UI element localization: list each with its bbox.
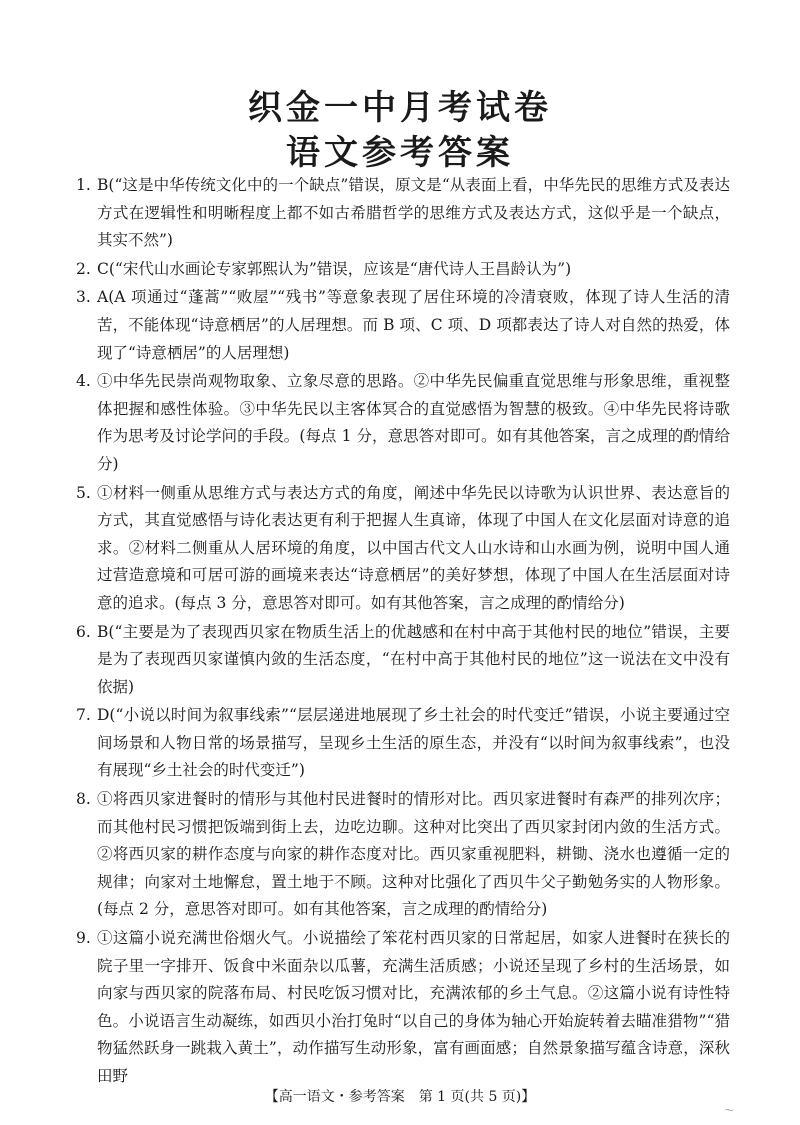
- answer-item-7: [76, 702, 730, 785]
- answer-number: 8.: [76, 790, 91, 809]
- answer-item-8: [76, 786, 730, 924]
- answer-text: D(“小说以时间为叙事线索”“层层递进地展现了乡土社会的时代变迁”错误，小说主要通过空间场景和人物日常的场景描写，呈现乡土生活的原生态，并没有“以时间为叙事线索”，也没有展现“乡土社会的时代变迁”): [97, 706, 730, 780]
- answer-text: A(A 项通过“蓬蒿”“败屋”“残书”等意象表现了居住环境的冷清衰败，体现了诗人生活的清苦，不能体现“诗意栖居”的人居理想。而 B 项、C 项、D 项都表达了诗人对自然的热爱，体现了“诗意栖居”的人居理想): [97, 288, 730, 362]
- answer-number: 3.: [76, 288, 91, 307]
- answer-item-3: [76, 284, 730, 367]
- answer-number: 9.: [76, 929, 91, 948]
- answer-number: 7.: [76, 706, 91, 725]
- answer-text: ①材料一侧重从思维方式与表达方式的角度，阐述中华先民以诗歌为认识世界、表达意旨的方式，其直觉感悟与诗化表达更有利于把握人生真谛，体现了中国人在文化层面对诗意的追求。②材料二侧重从人居环境的角度，以中国古代文人山水诗和山水画为例，说明中国人通过营造意境和可居可游的画境来表达“诗意栖居”的美好梦想，体现了中国人在生活层面对诗意的追求。(每点 3 分，意思答对即可。如有其他答案，言之成理的酌情给分): [97, 483, 730, 612]
- answer-item-9: [76, 925, 730, 1091]
- answer-text: ①将西贝家进餐时的情形与其他村民进餐时的情形对比。西贝家进餐时有森严的排列次序；而其他村民习惯把饭端到街上去，边吃边聊。这种对比突出了西贝家封闭内敛的生活方式。②将西贝家的耕作态度与向家的耕作态度对比。西贝家重视肥料，耕锄、浇水也遵循一定的规律；向家对土地懈怠，置土地于不顾。这种对比强化了西贝牛父子勤勉务实的人物形象。(每点 2 分，意思答对即可。如有其他答案，言之成理的酌情给分): [97, 790, 730, 919]
- answer-text: ①这篇小说充满世俗烟火气。小说描绘了笨花村西贝家的日常起居，如家人进餐时在狭长的院子里一字排开、饭食中米面杂以瓜薯，充满生活质感；小说还呈现了乡村的生活场景，如向家与西贝家的院落布局、村民吃饭习惯对比，充满浓郁的乡土气息。②这篇小说有诗性特色。小说语言生动凝练，如西贝小治打兔时“以自己的身体为轴心开始旋转着去瞄准猎物”“猎物猛然跃身一跳栽入黄土”，动作描写生动形象，富有画面感；自然景象描写蕴含诗意，深秋田野: [97, 929, 730, 1085]
- answer-text: B(“这是中华传统文化中的一个缺点”错误，原文是“从表面上看，中华先民的思维方式及表达方式在逻辑性和明晰程度上都不如古希腊哲学的思维方式及表达方式，这似乎是一个缺点，其实不然”): [97, 176, 730, 250]
- answer-item-4: [76, 368, 730, 478]
- answer-number: 2.: [76, 259, 91, 278]
- answer-text: B(“主要是为了表现西贝家在物质生活上的优越感和在村中高于其他村民的地位”错误，主要是为了表现西贝家谨慎内敛的生活态度，“在村中高于其他村民的地位”这一说法在文中没有依据): [97, 622, 730, 696]
- answer-key-title: 语文参考答案: [286, 133, 514, 173]
- answer-text: C(“宋代山水画论专家郭熙认为”错误，应该是“唐代诗人王昌龄认为”): [97, 259, 572, 278]
- exam-title: 织金一中月考试卷: [248, 88, 552, 128]
- answer-item-6: [76, 619, 730, 702]
- page-footer: 【高一语文・参考答案 第 1 页(共 5 页)】: [264, 1089, 536, 1105]
- answer-item-2: [76, 256, 730, 284]
- answer-number: 4.: [76, 372, 91, 391]
- answer-number: 6.: [76, 622, 91, 641]
- answer-number: 5.: [76, 483, 91, 502]
- corner-mark: ～: [724, 1106, 734, 1117]
- answer-number: 1.: [76, 176, 91, 194]
- answer-item-5: [76, 480, 730, 618]
- answer-item-1: [76, 172, 730, 255]
- answer-list: [76, 172, 730, 1092]
- answer-text: ①中华先民崇尚观物取象、立象尽意的思路。②中华先民偏重直觉思维与形象思维，重视整体把握和感性体验。③中华先民以主客体冥合的直觉感悟为智慧的极致。④中华先民将诗歌作为思考及讨论学问的手段。(每点 1 分，意思答对即可。如有其他答案，言之成理的酌情给分): [97, 372, 730, 473]
